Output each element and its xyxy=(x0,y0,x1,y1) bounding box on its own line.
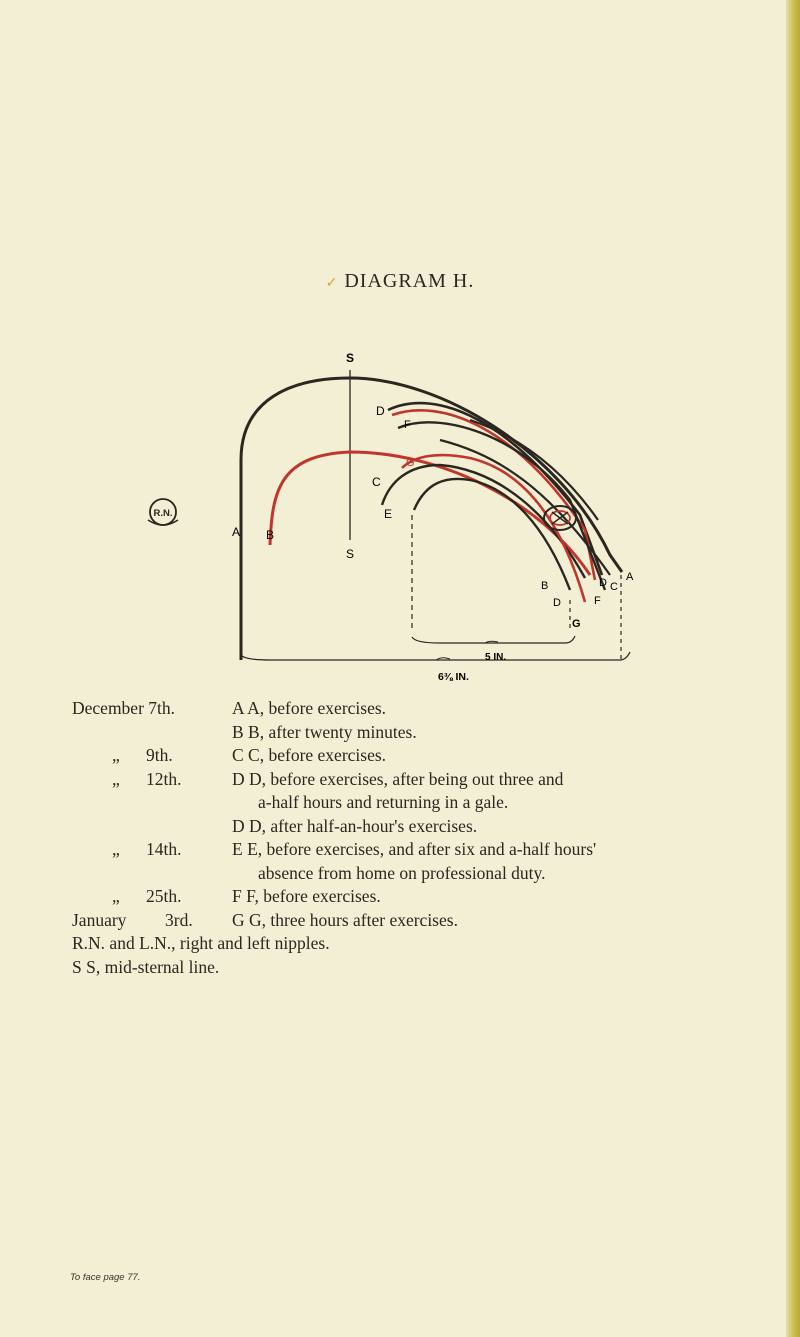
label-d-right-lower: D xyxy=(553,597,561,609)
legend-row-dec9 xyxy=(72,744,712,768)
label-c: C xyxy=(372,475,381,489)
legend-row-dec12-cont xyxy=(72,791,712,815)
legend-ditto: „ xyxy=(112,745,120,765)
legend-day: 3rd. xyxy=(165,909,193,930)
legend-ditto: „ xyxy=(112,886,120,906)
legend-row-sternal xyxy=(72,956,712,980)
legend-row-dec7b xyxy=(72,721,712,745)
label-a-left: A xyxy=(232,525,241,539)
footnote: To face page 77. xyxy=(70,1272,141,1283)
label-d-top: D xyxy=(376,404,385,418)
legend-row-nipples xyxy=(72,932,712,956)
label-g-top: G xyxy=(406,457,415,469)
legend-date: January xyxy=(72,909,127,930)
legend-entry: F F, before exercises. xyxy=(232,886,381,906)
label-g-right: G xyxy=(572,618,581,630)
scale-inner-label: 5 IN. xyxy=(485,652,507,663)
label-b-left: B xyxy=(266,528,275,542)
legend-entry: E E, before exercises, and after six and a-half hours' xyxy=(232,839,597,859)
legend-row-dec25 xyxy=(72,885,712,909)
legend-line: S S, mid-sternal line. xyxy=(72,956,220,977)
legend-entry: B B, after twenty minutes. xyxy=(232,721,417,742)
rn-marker xyxy=(148,499,178,525)
legend xyxy=(72,697,712,979)
label-b-right: B xyxy=(541,580,549,592)
curve-g-g xyxy=(402,455,585,602)
curve-e-e xyxy=(414,479,570,590)
legend-row-dec7 xyxy=(72,697,712,721)
scale-line-inner xyxy=(412,636,575,643)
label-e: E xyxy=(384,507,393,521)
legend-row-dec14-cont xyxy=(72,862,712,886)
label-a-right: A xyxy=(626,571,634,583)
rn-label: R.N. xyxy=(153,508,173,519)
page-title-text: DIAGRAM H. xyxy=(344,270,475,292)
label-f-right: F xyxy=(594,595,601,607)
page-title xyxy=(0,270,800,293)
legend-entry: D D, before exercises, after being out three and xyxy=(232,768,564,789)
legend-entry: G G, three hours after exercises. xyxy=(232,909,458,930)
label-f-top: F xyxy=(404,419,411,431)
chest-outline-diagram xyxy=(140,340,660,690)
legend-day: 25th. xyxy=(146,886,182,906)
legend-row-dec14 xyxy=(72,838,712,862)
legend-entry: C C, before exercises. xyxy=(232,745,387,765)
legend-row-dec12b xyxy=(72,815,712,839)
legend-row-dec12 xyxy=(72,768,712,792)
legend-ditto: „ xyxy=(112,768,120,789)
legend-entry-cont: absence from home on professional duty. xyxy=(258,862,546,883)
legend-line: R.N. and L.N., right and left nipples. xyxy=(72,933,330,953)
label-s-top: S xyxy=(345,351,355,365)
legend-date: December 7th. xyxy=(72,698,176,718)
label-s-mid: S xyxy=(345,547,355,561)
scale-outer-label: 6⅜ IN. xyxy=(438,671,469,683)
legend-day: 9th. xyxy=(146,745,173,765)
legend-entry: A A, before exercises. xyxy=(232,698,387,718)
label-c-right: C xyxy=(610,581,618,593)
legend-day: 12th. xyxy=(146,768,182,789)
ink-mark: ✓ xyxy=(325,276,339,291)
label-d-right-upper: D xyxy=(599,577,607,589)
legend-ditto: „ xyxy=(112,839,120,859)
legend-row-jan3 xyxy=(72,909,712,933)
scale-line-outer xyxy=(241,652,630,660)
legend-entry-cont: a-half hours and returning in a gale. xyxy=(258,792,509,812)
legend-entry: D D, after half-an-hour's exercises. xyxy=(232,815,478,836)
legend-day: 14th. xyxy=(146,839,182,859)
page-edge xyxy=(786,0,800,1337)
